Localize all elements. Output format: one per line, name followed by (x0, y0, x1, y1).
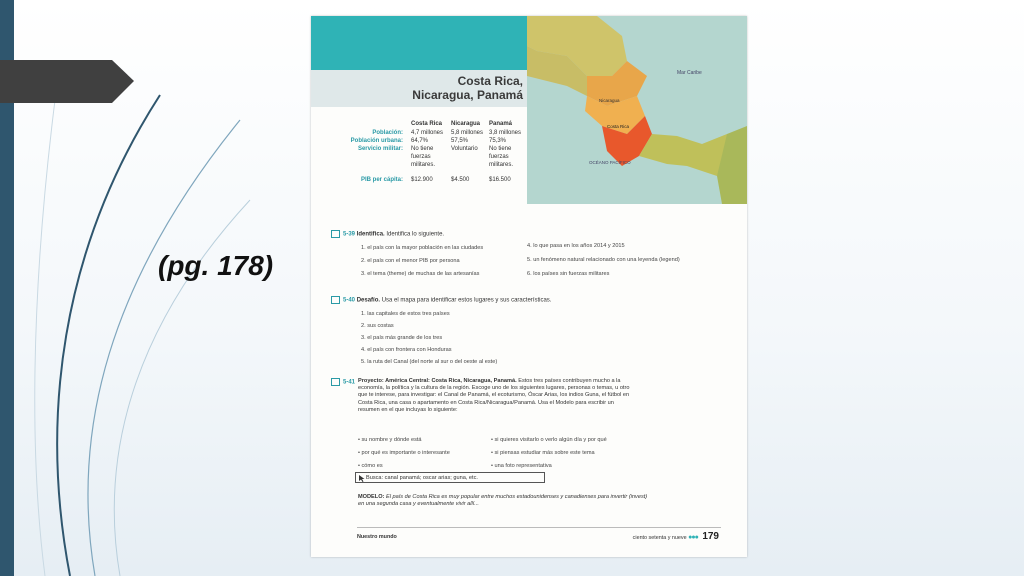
map-label-sea: Mar Caribe (677, 70, 702, 76)
stats-cell: Voluntario (451, 146, 478, 152)
stats-row-label: Población: (372, 130, 403, 136)
list-item: 1. las capitales de estos tres países (361, 311, 450, 317)
stats-row-label: Servicio militar: (357, 146, 403, 152)
activity-5-41-title: Proyecto: América Central: Costa Rica, Nicaragua, Panamá. (358, 378, 517, 384)
footer-dots-icon: ●●● (688, 534, 698, 541)
stats-row-label: Población urbana: (350, 138, 403, 144)
list-item: • si piensas estudiar más sobre este tema (491, 450, 595, 456)
list-item: 3. el país más grande de los tres (361, 335, 443, 341)
list-item: • por qué es importante o interesante (358, 450, 450, 456)
list-item: • una foto representativa (491, 463, 552, 469)
map-label-ocean: OCÉANO PACÍFICO (589, 160, 631, 165)
map-label-nicaragua: Nicaragua (599, 98, 620, 103)
list-item: 5. la ruta del Canal (del norte al sur o del oeste al este) (361, 359, 498, 365)
activity-icon (331, 230, 340, 238)
list-item: 5. un fenómeno natural relacionado con una leyenda (legend) (527, 257, 680, 263)
list-item: 2. sus costas (361, 323, 394, 329)
stats-cell: No tiene fuerzas militares. (411, 146, 436, 168)
activity-5-41-text: Proyecto: América Central: Costa Rica, Nicaragua, Panamá. Estos tres países contribuyen mucho a la economía, la política y la cultura de la región. Escoge uno de los siguientes lugares, personas o temas, u otro que te interese, para investigar: el Canal de Panamá, el ecoturismo, Óscar Arias, los indios Guna, el fútbol en Costa Rica, una casa o apartamento en Costa Rica/Nicaragua/Panamá. Usa el Modelo para escribir un resumen en el que incluyas lo siguiente: (358, 378, 630, 413)
list-item: 4. lo que pasa en los años 2014 y 2015 (527, 243, 625, 249)
stats-header: Panamá (489, 121, 513, 127)
stats-cell: 75,3% (489, 138, 507, 144)
list-item: 1. el país con la mayor población en las ciudades (361, 245, 484, 251)
stats-header: Costa Rica (411, 121, 443, 127)
page-number: 179 (702, 531, 719, 542)
list-item: 6. los países sin fuerzas militares (527, 271, 610, 277)
central-america-map (527, 16, 747, 204)
stats-cell: No tiene fuerzas militares. (489, 146, 514, 168)
list-item: 3. el tema (theme) de muchas de las artesanías (361, 271, 480, 277)
search-hint-box: Busca: canal panamá; oscar arias; guna, etc. (355, 472, 545, 483)
list-item: 2. el país con el menor PIB por persona (361, 258, 460, 264)
country-stats-table (317, 120, 522, 200)
list-item: • si quieres visitarlo o verlo algún día y por qué (491, 437, 607, 443)
stats-cell: 64,7% (411, 138, 429, 144)
list-item: • su nombre y dónde está (358, 437, 422, 443)
stats-cell: 57,5% (451, 138, 469, 144)
footer-left: Nuestro mundo (357, 534, 397, 540)
footer-right: ciento setenta y nueve ●●● 179 (632, 531, 719, 542)
modelo-paragraph: MODELO: El país de Costa Rica es muy popular entre muchos estadounidenses y canadienses para invertir (invest) en una segunda casa y eventualmente vivir allí... (358, 494, 648, 508)
list-item: 4. el país con frontera con Honduras (361, 347, 452, 353)
stats-cell: $16.500 (489, 177, 511, 183)
list-item: • cómo es (358, 463, 383, 469)
stats-row-label: PIB per cápita: (360, 177, 403, 183)
activity-5-39-heading: 5-39 Identifica. Identifica lo siguiente. (331, 230, 444, 239)
title-line-2: Nicaragua, Panamá (412, 88, 523, 102)
footer-divider (357, 527, 721, 528)
activity-icon (331, 378, 340, 386)
page-reference: (pg. 178) (158, 250, 274, 281)
textbook-page (311, 16, 747, 557)
stats-cell: 4,7 millones (411, 130, 444, 136)
stats-header: Nicaragua (451, 121, 481, 127)
cursor-icon (359, 475, 365, 482)
map-label-costa-rica: Costa Rica (607, 124, 630, 129)
activity-5-40-heading: 5-40 Desafío. Usa el mapa para identificar estos lugares y sus características. (331, 296, 551, 305)
activity-5-41-icon: 5-41 (331, 378, 355, 387)
activity-icon (331, 296, 340, 304)
stats-cell: 3,8 millones (489, 130, 522, 136)
stats-cell: 5,8 millones (451, 130, 484, 136)
stats-cell: $4.500 (451, 177, 470, 183)
title-line-1: Costa Rica, (457, 74, 523, 88)
arrow-tab (0, 60, 134, 103)
stats-cell: $12.900 (411, 177, 433, 183)
page-title (412, 74, 523, 102)
